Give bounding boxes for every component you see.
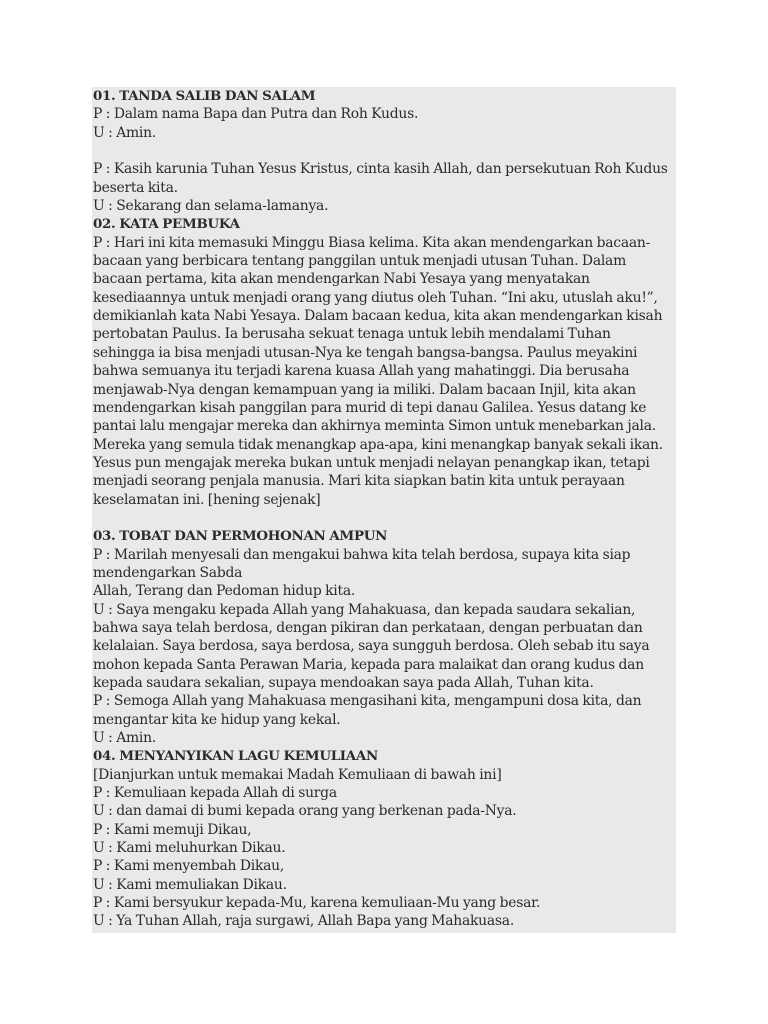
section-heading-kemuliaan: 04. MENYANYIKAN LAGU KEMULIAAN — [93, 748, 378, 765]
text-line: Allah, Terang dan Pedoman hidup kita. — [93, 583, 356, 600]
text-line: [Dianjurkan untuk memakai Madah Kemuliaan di bawah ini] — [93, 766, 502, 783]
text-line: P : Kami bersyukur kepada-Mu, karena kemuliaan-Mu yang besar. — [93, 895, 541, 912]
blank-line — [93, 509, 676, 527]
text-paragraph: P : Hari ini kita memasuki Minggu Biasa kelima. Kita akan mendengarkan bacaan-bacaan yang berbicara tentang panggilan untuk menjadi utusan Tuhan. Dalam bacaan pertama, kita akan mendengarkan Nabi Yesaya yang menyatakan kesediaannya untuk menjadi orang yang diutus oleh Tuhan. “Ini aku, utuslah aku!”, demikianlah kata Nabi Yesaya. Dalam bacaan kedua, kita akan mendengarkan kisah pertobatan Paulus. Ia berusaha sekuat tenaga untuk lebih mendalami Tuhan sehingga ia bisa menjadi utusan-Nya ke tengah bangsa-bangsa. Paulus meyakini bahwa semuanya itu terjadi karena kuasa Allah yang mahatinggi. Dia berusaha menjawab-Nya dengan kemampuan yang ia miliki. Dalam bacaan Injil, kita akan mendengarkan kisah panggilan para murid di tepi danau Galilea. Yesus datang ke pantai lalu mengajar mereka dan akhirnya meminta Simon untuk menebarkan jala. Mereka yang semula tidak menangkap apa-apa, kini menangkap banyak sekali ikan. Yesus pun mengajak mereka bukan untuk menjadi nelayan penangkap ikan, tetapi menjadi seorang penjala manusia. Mari kita siapkan batin kita untuk perayaan keselamatan ini. [hening sejenak] — [93, 234, 663, 508]
text-line: P : Kami memuji Dikau, — [93, 821, 252, 838]
text-line: P : Semoga Allah yang Mahakuasa mengasihani kita, mengampuni dosa kita, dan mengantar kita ke hidup yang kekal. — [93, 693, 642, 728]
blank-line — [93, 142, 676, 160]
section-heading-tobat: 03. TOBAT DAN PERMOHONAN AMPUN — [93, 528, 388, 545]
text-line: P : Kami menyembah Dikau, — [93, 858, 285, 875]
text-line: P : Marilah menyesali dan mengakui bahwa kita telah berdosa, supaya kita siap mendengarkan Sabda — [93, 546, 631, 581]
section-heading-tanda-salib: 01. TANDA SALIB DAN SALAM — [93, 88, 316, 104]
text-line: U : Kami memuliakan Dikau. — [93, 876, 287, 893]
text-line: U : Kami meluhurkan Dikau. — [93, 840, 286, 857]
text-line: U : dan damai di bumi kepada orang yang berkenan pada-Nya. — [93, 803, 517, 820]
document-text — [92, 87, 676, 931]
text-line: P : Kasih karunia Tuhan Yesus Kristus, cinta kasih Allah, dan persekutuan Roh Kudus beserta kita. — [93, 161, 668, 196]
text-line: P : Kemuliaan kepada Allah di surga — [93, 785, 337, 802]
text-line: U : Amin. — [93, 730, 156, 747]
text-line: P : Dalam nama Bapa dan Putra dan Roh Kudus. — [93, 106, 419, 123]
section-heading-kata-pembuka: 02. KATA PEMBUKA — [93, 216, 240, 233]
text-line: U : Amin. — [93, 124, 156, 141]
document-text-block — [92, 87, 676, 933]
text-line: U : Ya Tuhan Allah, raja surgawi, Allah Bapa yang Mahakuasa. — [93, 913, 514, 930]
text-line: U : Sekarang dan selama-lamanya. — [93, 198, 329, 215]
text-paragraph: U : Saya mengaku kepada Allah yang Mahakuasa, dan kepada saudara sekalian, bahwa saya telah berdosa, dengan pikiran dan perkataan, dengan perbuatan dan kelalaian. Saya berdosa, saya berdosa, saya sungguh berdosa. Oleh sebab itu saya mohon kepada Santa Perawan Maria, kepada para malaikat dan orang kudus dan kepada saudara sekalian, supaya mendoakan saya pada Allah, Tuhan kita. — [93, 601, 650, 691]
